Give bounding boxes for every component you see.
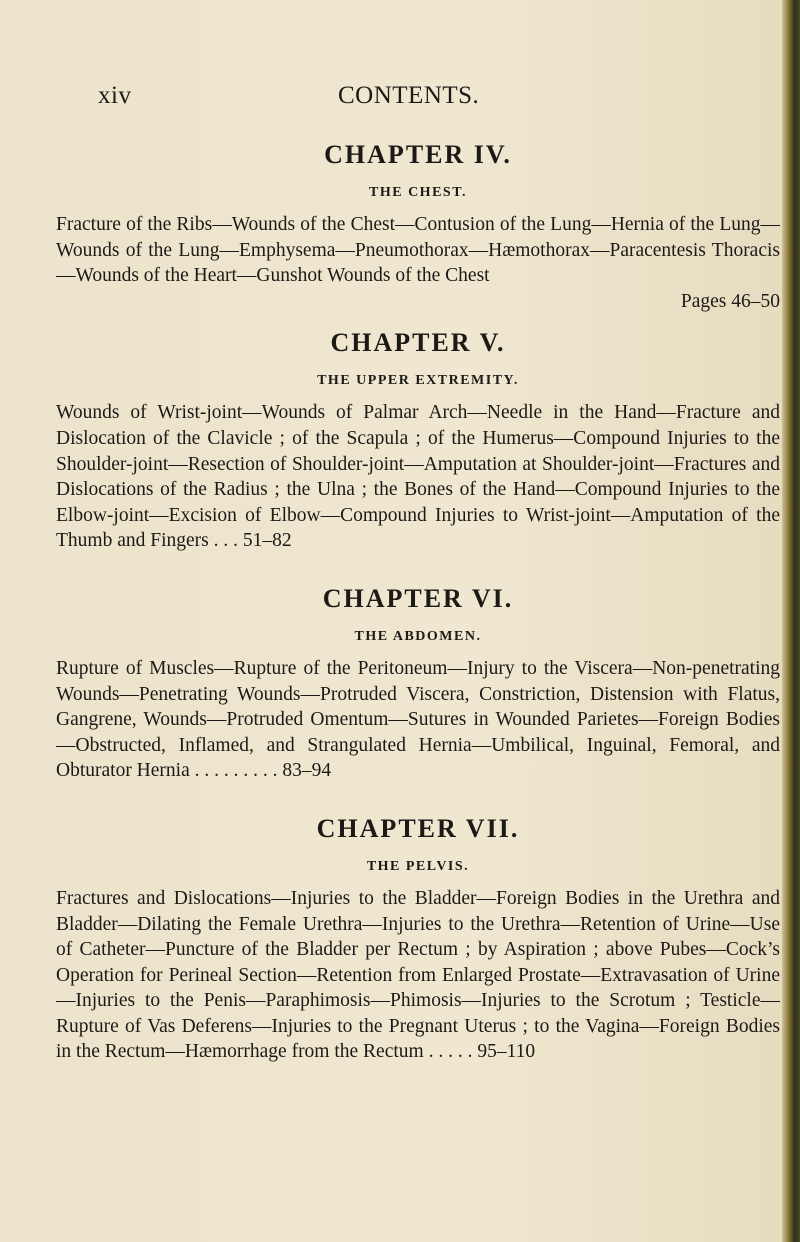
chapter-subject: THE UPPER EXTREMITY. [317,373,519,389]
chapter-subject: THE CHEST. [369,185,467,200]
page-range: Pages 46–50 [680,290,780,312]
contents-body [56,140,780,1065]
chapter-7 [56,814,780,1065]
chapter-summary-line [56,886,780,1065]
page-range: 95–110 [477,1041,536,1063]
chapter-title: CHAPTER VI. [322,583,514,613]
page-range: 51–82 [242,530,292,552]
chapter-subject: THE ABDOMEN. [354,628,482,644]
page-number: xiv [98,82,132,109]
chapter-subject: THE PELVIS. [366,858,470,874]
chapter-6 [56,584,780,784]
dot-leader: . . . [208,530,243,552]
dot-leader: . . . . . [423,1041,478,1063]
running-head-title: CONTENTS. [338,82,480,109]
running-head [98,82,780,112]
chapter-5 [56,328,780,554]
chapter-summary: Fractures and Dislocations—Injuries to the Bladder—Foreign Bodies in the Urethra and Bladder—Dilating the Female Urethra—Injuries to the Urethra—Retention of Urine—Use of Catheter—Puncture of the Bladder per Rectum ; by Aspiration ; above Pubes—Cock’s Operation for Perineal Section—Retention from Enlarged Prostate—Extravasation of Urine—Injuries to the Penis—Paraphimosis—Phimosis—Injuries to the Scrotum ; Testicle—Rupture of Vas Deferens—Injuries to the Pregnant Uterus ; to the Vagina—Foreign Bodies in the Rectum—Hæmorrhage from the Rectum [56,887,780,1063]
chapter-summary: Rupture of Muscles—Rupture of the Peritoneum—Injury to the Viscera—Non-penetrating Wounds—Penetrating Wounds—Protruded Viscera, Constriction, Distension with Flatus, Gangrene, Wounds—Protruded Omentum—Sutures in Wounded Parietes—Foreign Bodies—Obstructed, Inflamed, and Strangulated Hernia—Umbilical, Inguinal, Femoral, and Obturator Hernia [56,657,780,782]
chapter-summary-line [56,400,780,554]
chapter-summary-line [56,656,780,784]
chapter-summary: Wounds of Wrist-joint—Wounds of Palmar Arch—Needle in the Hand—Fracture and Dislocation of the Clavicle ; of the Scapula ; of the Humerus—Compound Injuries to the Shoulder-joint—Resection of Shoulder-joint—Amputation at Shoulder-joint—Fractures and Dislocations of the Radius ; the Ulna ; the Bones of the Hand—Compound Injuries to the Elbow-joint—Excision of Elbow—Compound Injuries to Wrist-joint—Amputation of the Thumb and Fingers [56,402,780,552]
dot-leader: . . . . . . . . . [189,760,283,782]
chapter-summary: Fracture of the Ribs—Wounds of the Chest—Contusion of the Lung—Hernia of the Lung—Wounds of the Lung—Emphysema—Pneumothorax—Hæmothorax—Paracentesis Thoracis—Wounds of the Heart—Gunshot Wounds of the Chest [56,214,780,287]
chapter-title: CHAPTER IV. [324,140,512,169]
chapter-4 [56,140,780,314]
page-range: 83–94 [282,760,332,782]
chapter-title: CHAPTER V. [330,328,506,358]
chapter-title: CHAPTER VII. [316,813,520,843]
page-edge [782,0,800,1242]
